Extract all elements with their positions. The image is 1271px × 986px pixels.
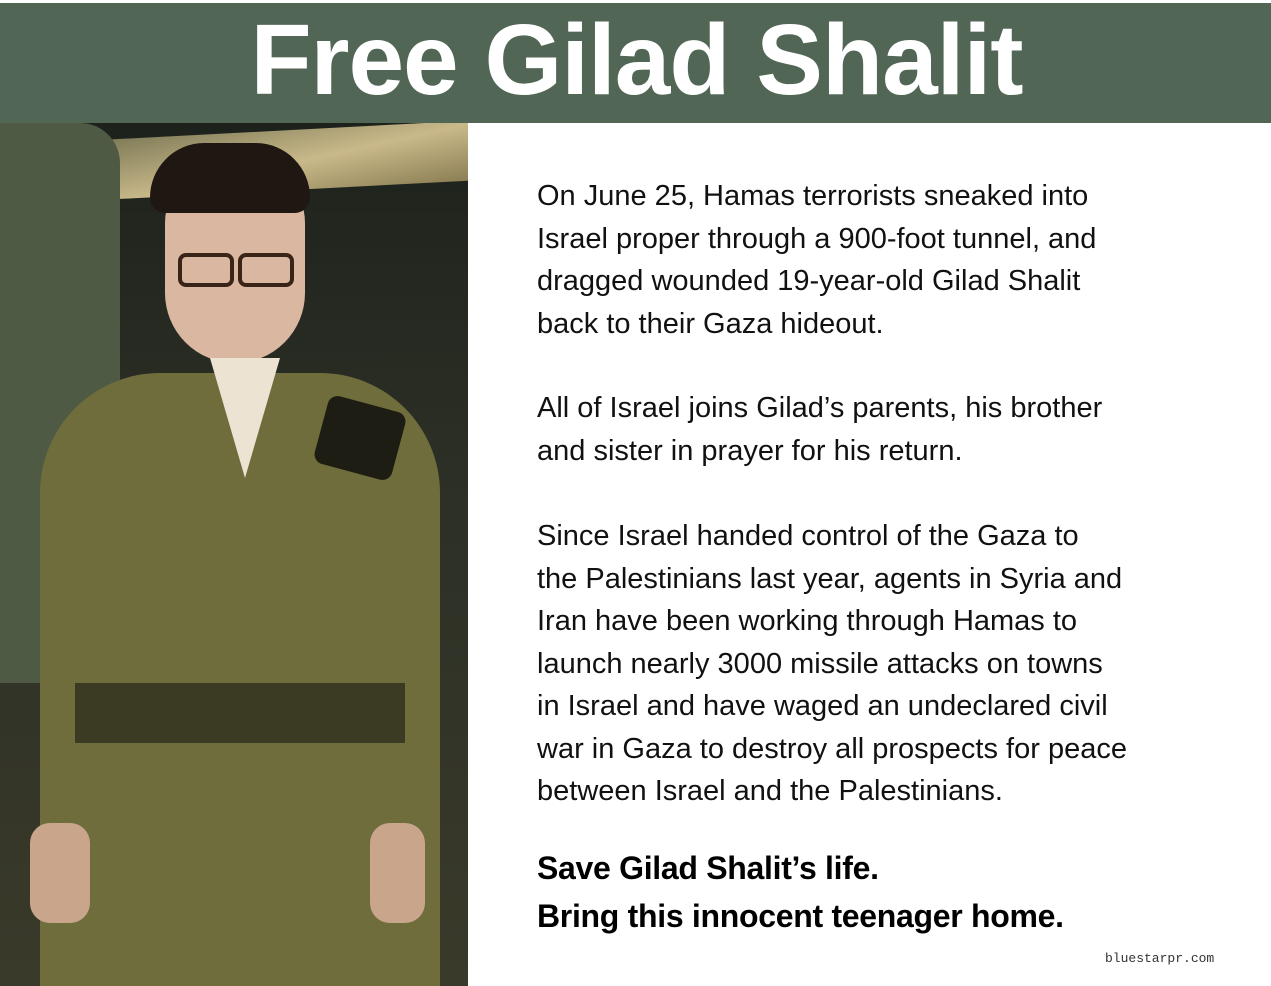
text-line: launch nearly 3000 missile attacks on towns: [537, 647, 1103, 680]
text-line: back to their Gaza hideout.: [537, 307, 884, 340]
text-line: On June 25, Hamas terrorists sneaked into: [537, 180, 1089, 212]
soldier-photo: [0, 123, 468, 986]
closing-line: Save Gilad Shalit’s life.: [537, 850, 879, 886]
paragraph-1: [537, 175, 1096, 345]
text-line: Since Israel handed control of the Gaza to: [537, 520, 1079, 552]
paragraph-2: [537, 387, 1102, 472]
text-line: Iran have been working through Hamas to: [537, 605, 1078, 637]
text-line: in Israel and have waged an undeclared civil: [537, 690, 1108, 722]
text-line: Israel proper through a 900-foot tunnel, and: [537, 222, 1097, 255]
closing-appeal: [537, 844, 1064, 940]
credit-text: bluestarpr.com: [1105, 951, 1215, 966]
text-line: dragged wounded 19-year-old Gilad Shalit: [537, 265, 1081, 297]
text-line: war in Gaza to destroy all prospects for peace: [537, 732, 1127, 765]
closing-line: Bring this innocent teenager home.: [537, 898, 1064, 934]
text-line: the Palestinians last year, agents in Syria and: [537, 562, 1123, 595]
text-line: All of Israel joins Gilad’s parents, his brother: [537, 392, 1103, 424]
poster-title: Free Gilad Shalit: [250, 4, 1023, 116]
text-line: between Israel and the Palestinians.: [537, 775, 1003, 807]
paragraph-3: [537, 515, 1127, 813]
text-line: and sister in prayer for his return.: [537, 434, 963, 467]
